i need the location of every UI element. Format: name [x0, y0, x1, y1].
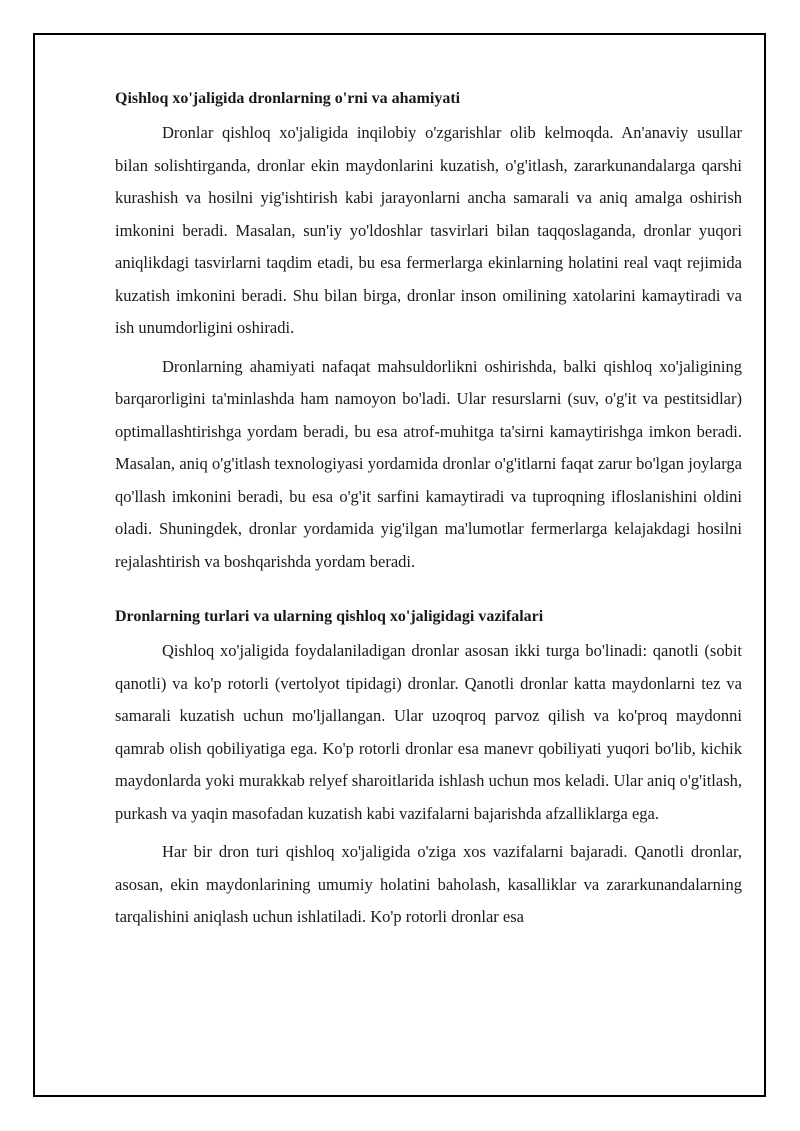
document-body — [115, 86, 742, 940]
paragraph: Qishloq xo'jaligida foydalaniladigan dronlar asosan ikki turga bo'linadi: qanotli (sobit qanotli) va ko'p rotorli (vertolyot tipidagi) dronlar. Qanotli dronlar katta maydonlarni tez va samarali kuzatish uchun mo'ljallangan. Ular uzoqroq parvoz qilish va ko'proq maydonni qamrab olish qobiliyatiga ega. Ko'p rotorli dronlar esa manevr qobiliyati yuqori bo'lib, kichik maydonlarda yoki murakkab relyef sharoitlarida ishlash uchun mos keladi. Ular aniq o'g'itlash, purkash va yaqin masofadan kuzatish kabi vazifalarni bajarishda afzalliklarga ega. — [115, 641, 742, 823]
paragraph: Dronlar qishloq xo'jaligida inqilobiy o'zgarishlar olib kelmoqda. An'anaviy usullar bilan solishtirganda, dronlar ekin maydonlarini kuzatish, o'g'itlash, zararkunandalarga qarshi kurashish va hosilni yig'ishtirish kabi jarayonlarni ancha samarali va aniq amalga oshirish imkonini beradi. Masalan, sun'iy yo'ldoshlar tasvirlari bilan taqqoslaganda, dronlar yuqori aniqlikdagi tasvirlarni taqdim etadi, bu esa fermerlarga ekinlarning holatini real vaqt rejimida kuzatish imkonini beradi. Shu bilan birga, dronlar inson omilining xatolarini kamaytiradi va ish unumdorligini oshiradi. — [115, 123, 742, 337]
paragraph: Har bir dron turi qishloq xo'jaligida o'ziga xos vazifalarni bajaradi. Qanotli dronlar, asosan, ekin maydonlarining umumiy holatini baholash, kasalliklar va zararkunandalarning tarqalishini aniqlash uchun ishlatiladi. Ko'p rotorli dronlar esa — [115, 842, 742, 926]
section-heading-role-importance: Qishloq xo'jaligida dronlarning o'rni va ahamiyati — [115, 90, 461, 107]
section-heading-drone-types: Dronlarning turlari va ularning qishloq xo'jaligidagi vazifalari — [115, 608, 544, 625]
paragraph: Dronlarning ahamiyati nafaqat mahsuldorlikni oshirishda, balki qishloq xo'jaligining barqarorligini ta'minlashda ham namoyon bo'ladi. Ular resurslarni (suv, o'g'it va pestitsidlar) optimallashtirishga yordam beradi, bu esa atrof-muhitga ta'sirni kamaytirishga imkon beradi. Masalan, aniq o'g'itlash texnologiyasi yordamida dronlar o'g'itlarni faqat zarur bo'lgan joylarga qo'llash imkonini beradi, bu esa o'g'it sarfini kamaytiradi va tuproqning ifloslanishini oldini oladi. Shuningdek, dronlar yordamida yig'ilgan ma'lumotlar fermerlarga kelajakdagi hosilni rejalashtirish va boshqarishda yordam beradi. — [115, 356, 742, 571]
